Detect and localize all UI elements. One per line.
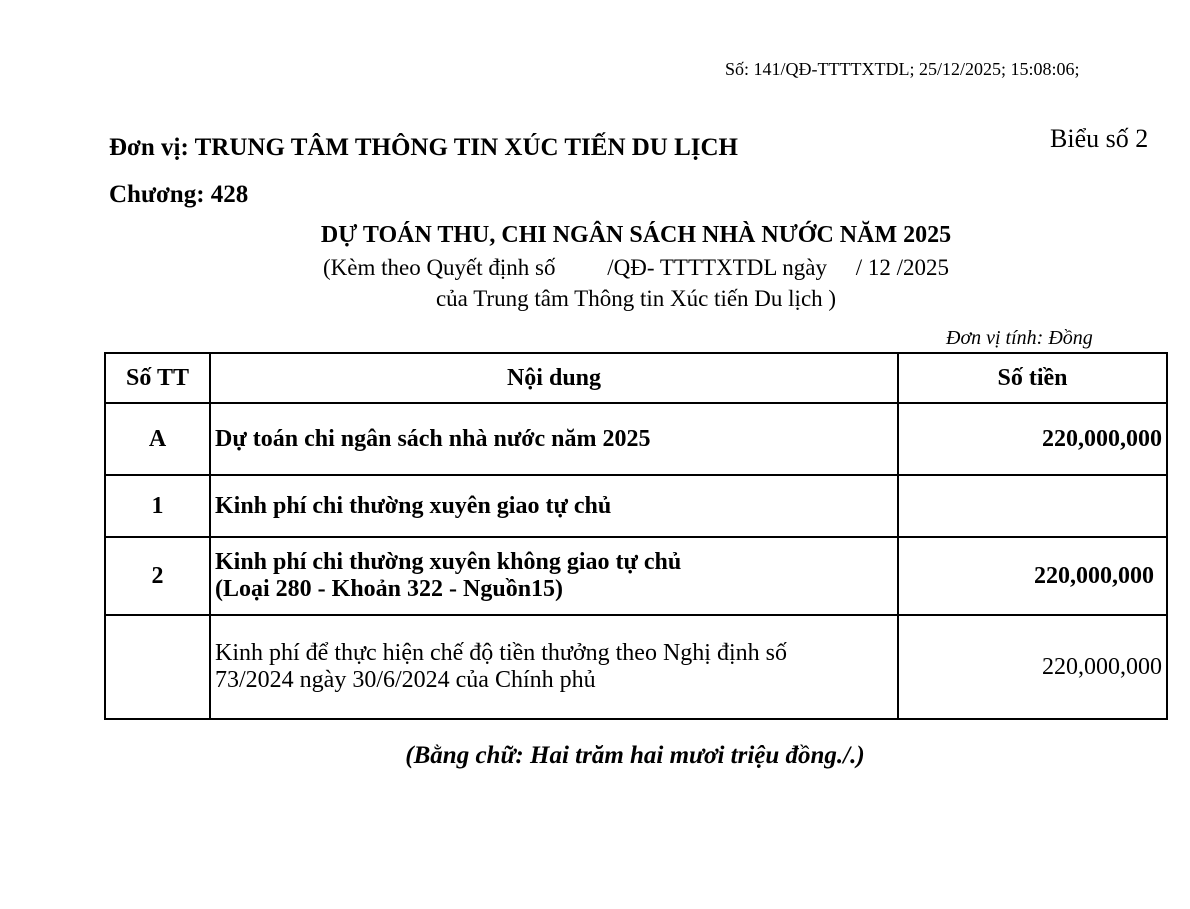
row-stt: 1 — [105, 475, 210, 537]
row-amount: 220,000,000 — [898, 403, 1167, 475]
currency-unit: Đơn vị tính: Đồng — [946, 327, 1093, 349]
row-content-line: (Loại 280 - Khoản 322 - Nguồn15) — [215, 576, 564, 602]
amount-in-words: (Bằng chữ: Hai trăm hai mươi triệu đồng./.) — [405, 742, 865, 769]
table-header-row — [105, 353, 1167, 403]
document-stamp: Số: 141/QĐ-TTTTXTDL; 25/12/2025; 15:08:06; — [725, 59, 1080, 79]
row-content-line: Kinh phí chi thường xuyên giao tự chủ — [215, 492, 612, 519]
decision-reference: (Kèm theo Quyết định số /QĐ- TTTTXTDL ngày / 12 /2025 — [322, 255, 950, 280]
table-row — [105, 615, 1167, 719]
row-stt — [105, 615, 210, 719]
row-stt: A — [105, 403, 210, 475]
row-content-line: Kinh phí để thực hiện chế độ tiền thưởng theo Nghị định số — [215, 640, 787, 666]
column-header-stt: Số TT — [105, 353, 210, 403]
document-title: DỰ TOÁN THU, CHI NGÂN SÁCH NHÀ NƯỚC NĂM 2025 — [320, 222, 952, 248]
issuer-reference: của Trung tâm Thông tin Xúc tiến Du lịch ) — [435, 286, 837, 311]
row-content-line: Dự toán chi ngân sách nhà nước năm 2025 — [215, 425, 651, 452]
row-amount: 220,000,000 — [898, 615, 1167, 719]
row-amount: 220,000,000 — [898, 537, 1167, 615]
column-header-content: Nội dung — [210, 353, 898, 403]
row-content — [210, 475, 898, 537]
row-stt: 2 — [105, 537, 210, 615]
row-content — [210, 537, 898, 615]
table-row — [105, 537, 1167, 615]
row-content — [210, 403, 898, 475]
row-content — [210, 615, 898, 719]
table-row — [105, 475, 1167, 537]
table-row — [105, 403, 1167, 475]
organization-unit: Đơn vị: TRUNG TÂM THÔNG TIN XÚC TIẾN DU LỊCH — [109, 134, 739, 161]
row-content-line: Kinh phí chi thường xuyên không giao tự chủ — [215, 549, 682, 575]
row-content-line: 73/2024 ngày 30/6/2024 của Chính phủ — [215, 667, 596, 693]
row-amount — [898, 475, 1167, 537]
chapter-code: Chương: 428 — [109, 181, 249, 208]
budget-table — [104, 352, 1168, 720]
column-header-amount: Số tiền — [898, 353, 1167, 403]
form-number: Biểu số 2 — [1050, 124, 1149, 153]
